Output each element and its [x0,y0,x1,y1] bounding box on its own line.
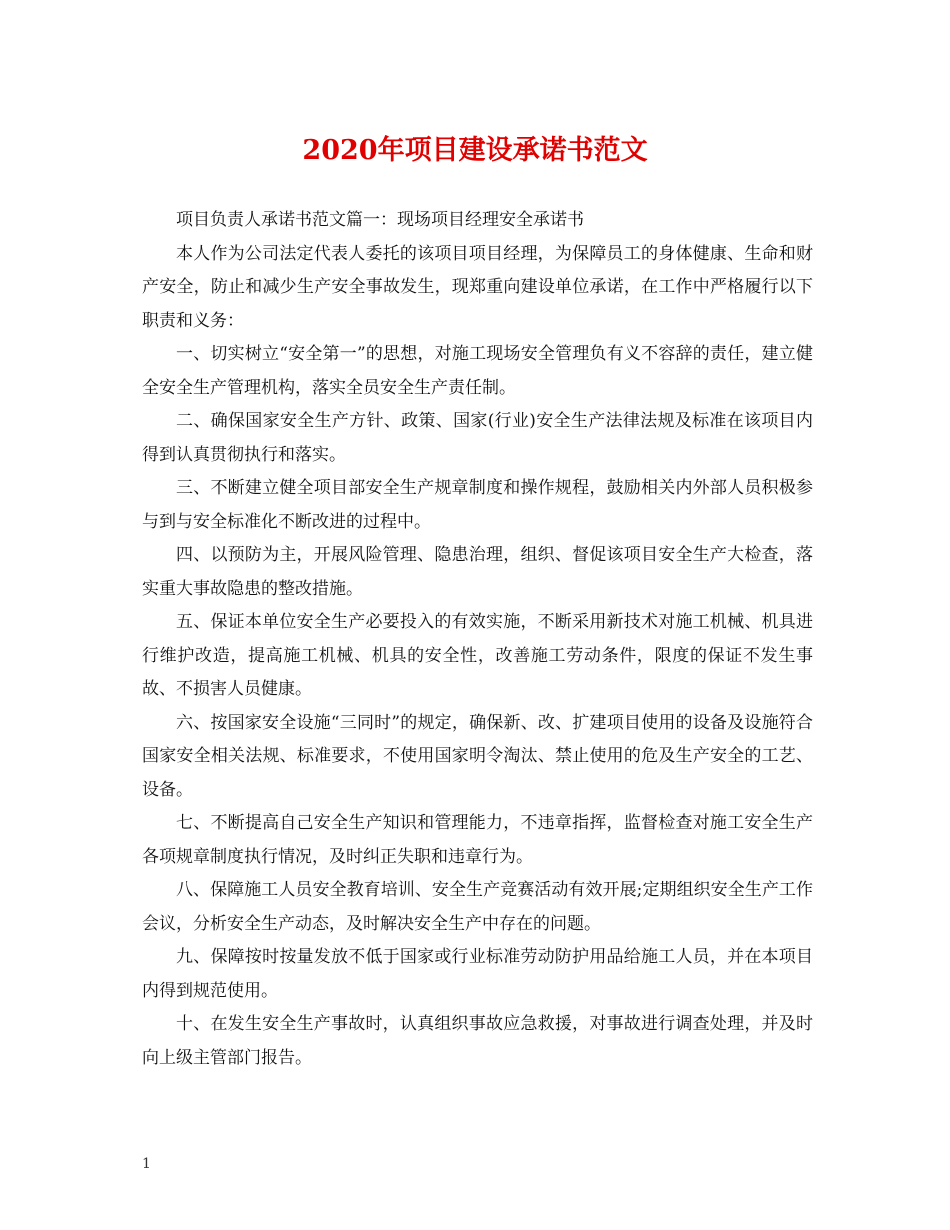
paragraph-item-7: 七、不断提高自己安全生产知识和管理能力，不违章指挥，监督检查对施工安全生产各项规章制度执行情况，及时纠正失职和违章行为。 [142,813,813,867]
paragraph-item-2: 二、确保国家安全生产方针、政策、国家(行业)安全生产法律法规及标准在该项目内得到认真贯彻执行和落实。 [142,411,813,465]
paragraph-item-8: 八、保障施工人员安全教育培训、安全生产竞赛活动有效开展;定期组织安全生产工作会议，分析安全生产动态，及时解决安全生产中存在的问题。 [142,880,813,934]
page-number: 1 [142,1156,151,1172]
document-title: 2020年项目建设承诺书范文 [302,135,648,166]
paragraph-intro: 本人作为公司法定代表人委托的该项目项目经理，为保障员工的身体健康、生命和财产安全，防止和减少生产安全事故发生，现郑重向建设单位承诺，在工作中严格履行以下职责和义务： [142,243,813,331]
paragraph-item-4: 四、以预防为主，开展风险管理、隐患治理，组织、督促该项目安全生产大检查，落实重大事故隐患的整改措施。 [142,545,813,599]
paragraph-item-3: 三、不断建立健全项目部安全生产规章制度和操作规程，鼓励相关内外部人员积极参与到与安全标准化不断改进的过程中。 [142,478,813,532]
document-body [142,204,813,1075]
paragraph-item-1: 一、切实树立“安全第一”的思想，对施工现场安全管理负有义不容辞的责任，建立健全安全生产管理机构，落实全员安全生产责任制。 [142,344,813,398]
paragraph-subtitle: 项目负责人承诺书范文篇一：现场项目经理安全承诺书 [176,210,584,230]
paragraph-item-6: 六、按国家安全设施“三同时”的规定，确保新、改、扩建项目使用的设备及设施符合国家安全相关法规、标准要求，不使用国家明令淘汰、禁止使用的危及生产安全的工艺、设备。 [142,712,813,800]
paragraph-item-10: 十、在发生安全生产事故时，认真组织事故应急救援，对事故进行调查处理，并及时向上级主管部门报告。 [142,1014,813,1068]
paragraph-item-9: 九、保障按时按量发放不低于国家或行业标准劳动防护用品给施工人员，并在本项目内得到规范使用。 [142,947,813,1001]
paragraph-item-5: 五、保证本单位安全生产必要投入的有效实施，不断采用新技术对施工机械、机具进行维护改造，提高施工机械、机具的安全性，改善施工劳动条件，限度的保证不发生事故、不损害人员健康。 [142,612,813,699]
